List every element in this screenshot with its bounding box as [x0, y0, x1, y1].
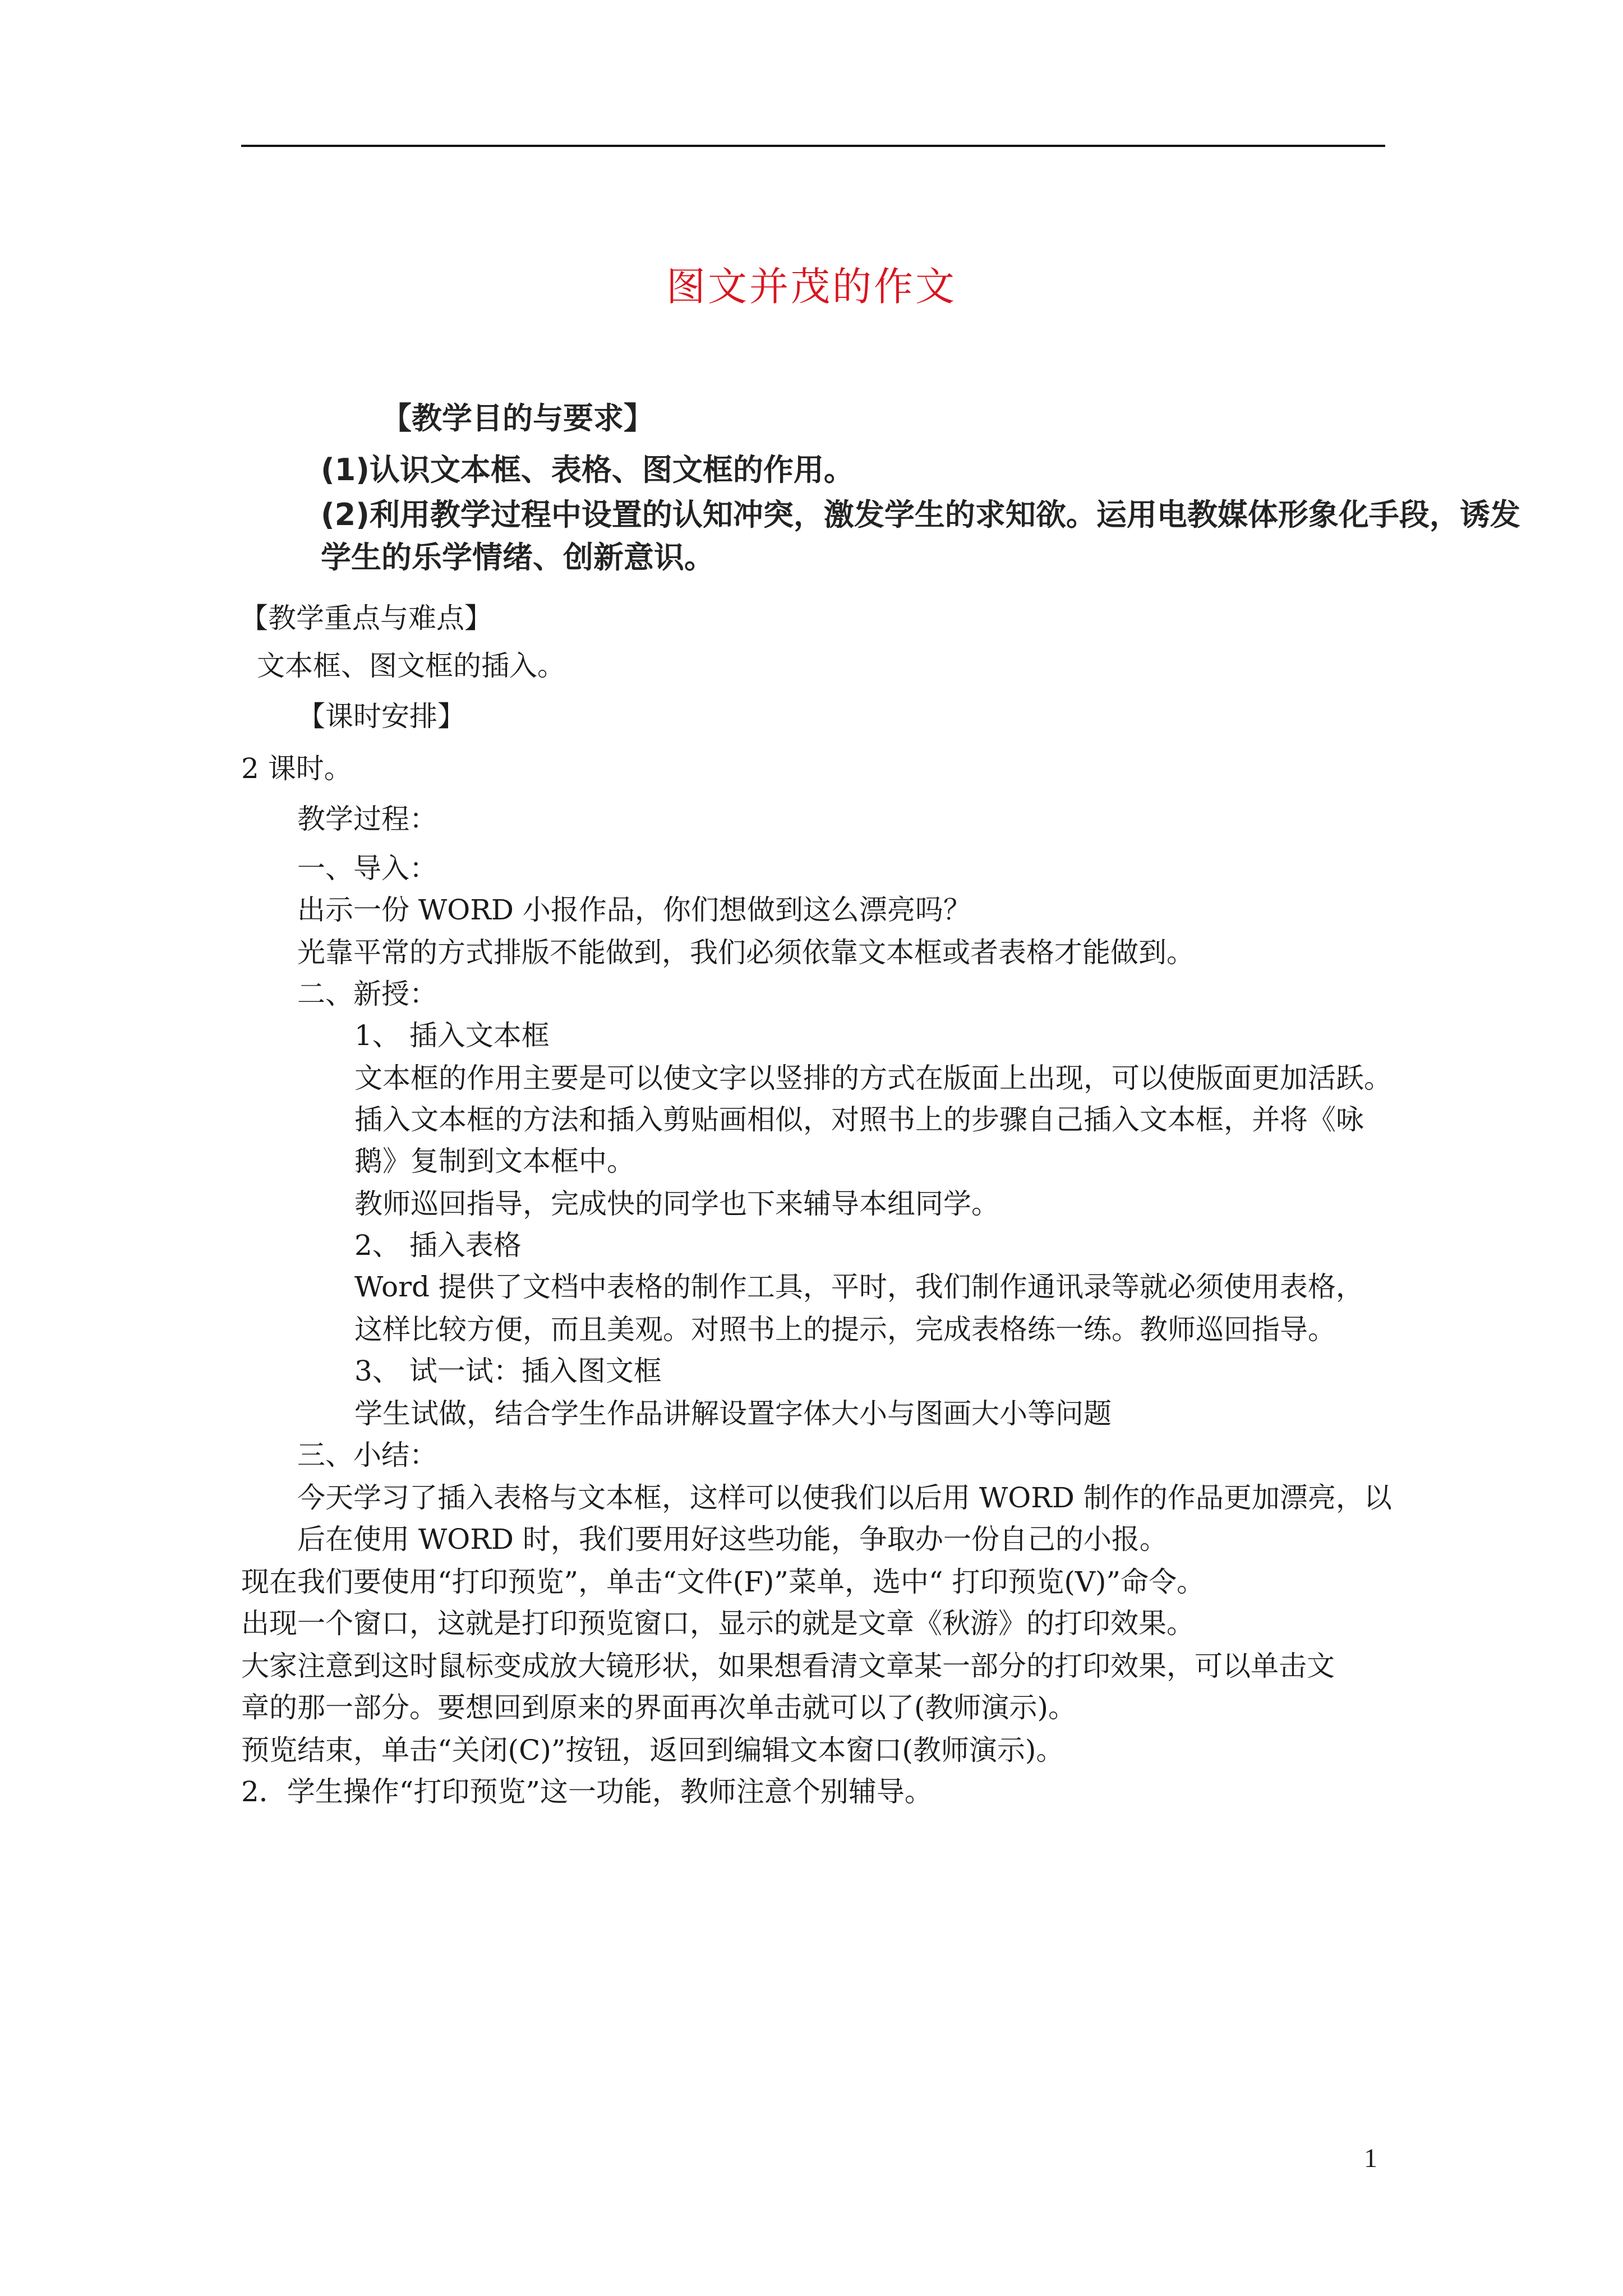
section-3-line-2: 后在使用 WORD 时，我们要用好这些功能，争取办一份自己的小报。 [297, 1523, 1168, 1556]
objective-2-line-2: 学生的乐学情绪、创新意识。 [321, 540, 714, 575]
item-3-line-1: 学生试做，结合学生作品讲解设置字体大小与图画大小等问题 [354, 1397, 1112, 1430]
section-3-heading: 三、小结： [297, 1439, 437, 1471]
section-2-heading: 二、新授： [297, 978, 437, 1010]
process-heading: 教学过程： [297, 803, 437, 835]
document-title: 图文并茂的作文 [666, 264, 957, 310]
extra-line-1: 现在我们要使用“打印预览”，单击“文件(F)”菜单，选中“ 打印预览(V)”命令。 [241, 1566, 1205, 1598]
keypoints-text: 文本框、图文框的插入。 [257, 650, 565, 682]
extra-line-6: 2．学生操作“打印预览”这一功能，教师注意个别辅导。 [241, 1775, 933, 1808]
keypoints-heading: 【教学重点与难点】 [240, 602, 492, 634]
item-2-heading: 2、 插入表格 [354, 1229, 522, 1262]
schedule-text: 2 课时。 [241, 752, 352, 785]
item-3-heading: 3、 试一试：插入图文框 [354, 1355, 662, 1387]
objective-2-line-1: (2)利用教学过程中设置的认知冲突，激发学生的求知欲。运用电教媒体形象化手段，诱发 [321, 497, 1520, 532]
section-1-line-1: 出示一份 WORD 小报作品，你们想做到这么漂亮吗？ [297, 894, 971, 926]
extra-line-4: 章的那一部分。要想回到原来的界面再次单击就可以了(教师演示)。 [241, 1691, 1077, 1724]
section-3-line-1: 今天学习了插入表格与文本框，这样可以使我们以后用 WORD 制作的作品更加漂亮，以 [297, 1481, 1392, 1514]
page-number: 1 [1364, 2143, 1377, 2173]
extra-line-5: 预览结束，单击“关闭(C)”按钮，返回到编辑文本窗口(教师演示)。 [241, 1734, 1064, 1766]
header-rule [241, 145, 1385, 147]
objectives-heading: 【教学目的与要求】 [381, 401, 654, 436]
item-2-line-1: Word 提供了文档中表格的制作工具，平时，我们制作通讯录等就必须使用表格， [354, 1271, 1364, 1303]
extra-line-2: 出现一个窗口，这就是打印预览窗口，显示的就是文章《秋游》的打印效果。 [241, 1607, 1195, 1640]
section-1-line-2: 光靠平常的方式排版不能做到，我们必须依靠文本框或者表格才能做到。 [297, 936, 1195, 969]
item-1-line-2: 插入文本框的方法和插入剪贴画相似，对照书上的步骤自己插入文本框，并将《咏 [354, 1103, 1364, 1136]
schedule-heading: 【课时安排】 [297, 700, 465, 733]
objective-1: (1)认识文本框、表格、图文框的作用。 [321, 452, 854, 487]
item-1-line-4: 教师巡回指导，完成快的同学也下来辅导本组同学。 [354, 1188, 999, 1220]
section-1-heading: 一、导入： [297, 852, 437, 885]
item-1-heading: 1、 插入文本框 [354, 1019, 550, 1052]
item-1-line-1: 文本框的作用主要是可以使文字以竖排的方式在版面上出现，可以使版面更加活跃。 [354, 1062, 1392, 1094]
item-1-line-3: 鹅》复制到文本框中。 [354, 1145, 635, 1177]
item-2-line-2: 这样比较方便，而且美观。对照书上的提示，完成表格练一练。教师巡回指导。 [354, 1313, 1336, 1346]
extra-line-3: 大家注意到这时鼠标变成放大镜形状，如果想看清文章某一部分的打印效果，可以单击文 [241, 1650, 1335, 1682]
